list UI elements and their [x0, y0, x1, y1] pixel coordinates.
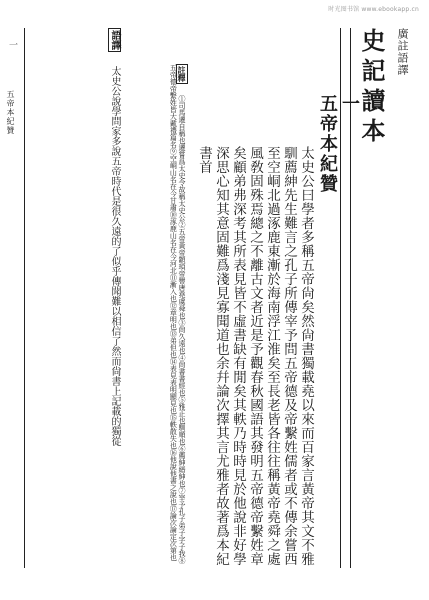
translation-text: 太史公說學問家多說五帝時代是很久遠的了似乎傳聞難以相信了然而尙書上記載的獨從: [109, 66, 120, 446]
translation-section: [36, 28, 120, 566]
chapter-name: 五帝本紀贊: [317, 94, 338, 194]
chapter-heading: [316, 94, 360, 284]
watermark-text: 时光图书馆 www.ebookapp.cn: [328, 6, 419, 13]
notes-tag: 註釋: [177, 66, 187, 82]
book-title: 史記讀本: [357, 28, 386, 148]
chapter-number: 一: [339, 94, 360, 114]
notes-text: ①司馬遷自稱也遷嘗爲太史令故稱太史公②五帝黃帝顓頊帝嚳唐堯虞舜也③尙久遠也④尙書書經也⑤雅正也馴順也⑥薦紳縉紳也⑦宰予孔子弟子字子我⑧五帝德帝繫姓皆大戴禮篇名⑨空峒山名在今甘肅⑩涿鹿山名在今河北⑪漸入也⑫章明也⑬弟但也⑭表見表明顯見也⑮軼散失也⑯他說他書之說也⑰論次論定次第也: [169, 64, 186, 564]
side-chapter-label: 五帝本紀贊: [6, 90, 15, 135]
main-text: 太史公曰學者多稱五帝尙矣然尙書獨載堯以來而百家言黃帝其文不雅馴薦紳先生難言之孔子所傳宰予問五帝德及帝繫姓儒者或不傳余嘗西至空峒北過涿鹿東漸於海南浮江淮矣至長老皆各往往稱黃帝堯舜之處風敎固殊焉總之不離古文者近是予觀春秋國語其發明五帝德帝繫姓章矣顧弟弗深考其所表見皆不虛書缺有閒矣其軼乃時時見於他說非好學深思心知其意固難爲淺見寡聞道也余幷論次擇其言尤雅者故著爲本紀書首: [196, 146, 314, 566]
series-label: 廣註語譯: [396, 28, 409, 76]
side-page-mark: 一: [7, 40, 17, 49]
notes-section: [122, 64, 186, 566]
translation-tag: 語譯: [109, 30, 120, 50]
divider-rule-left: [24, 28, 25, 568]
